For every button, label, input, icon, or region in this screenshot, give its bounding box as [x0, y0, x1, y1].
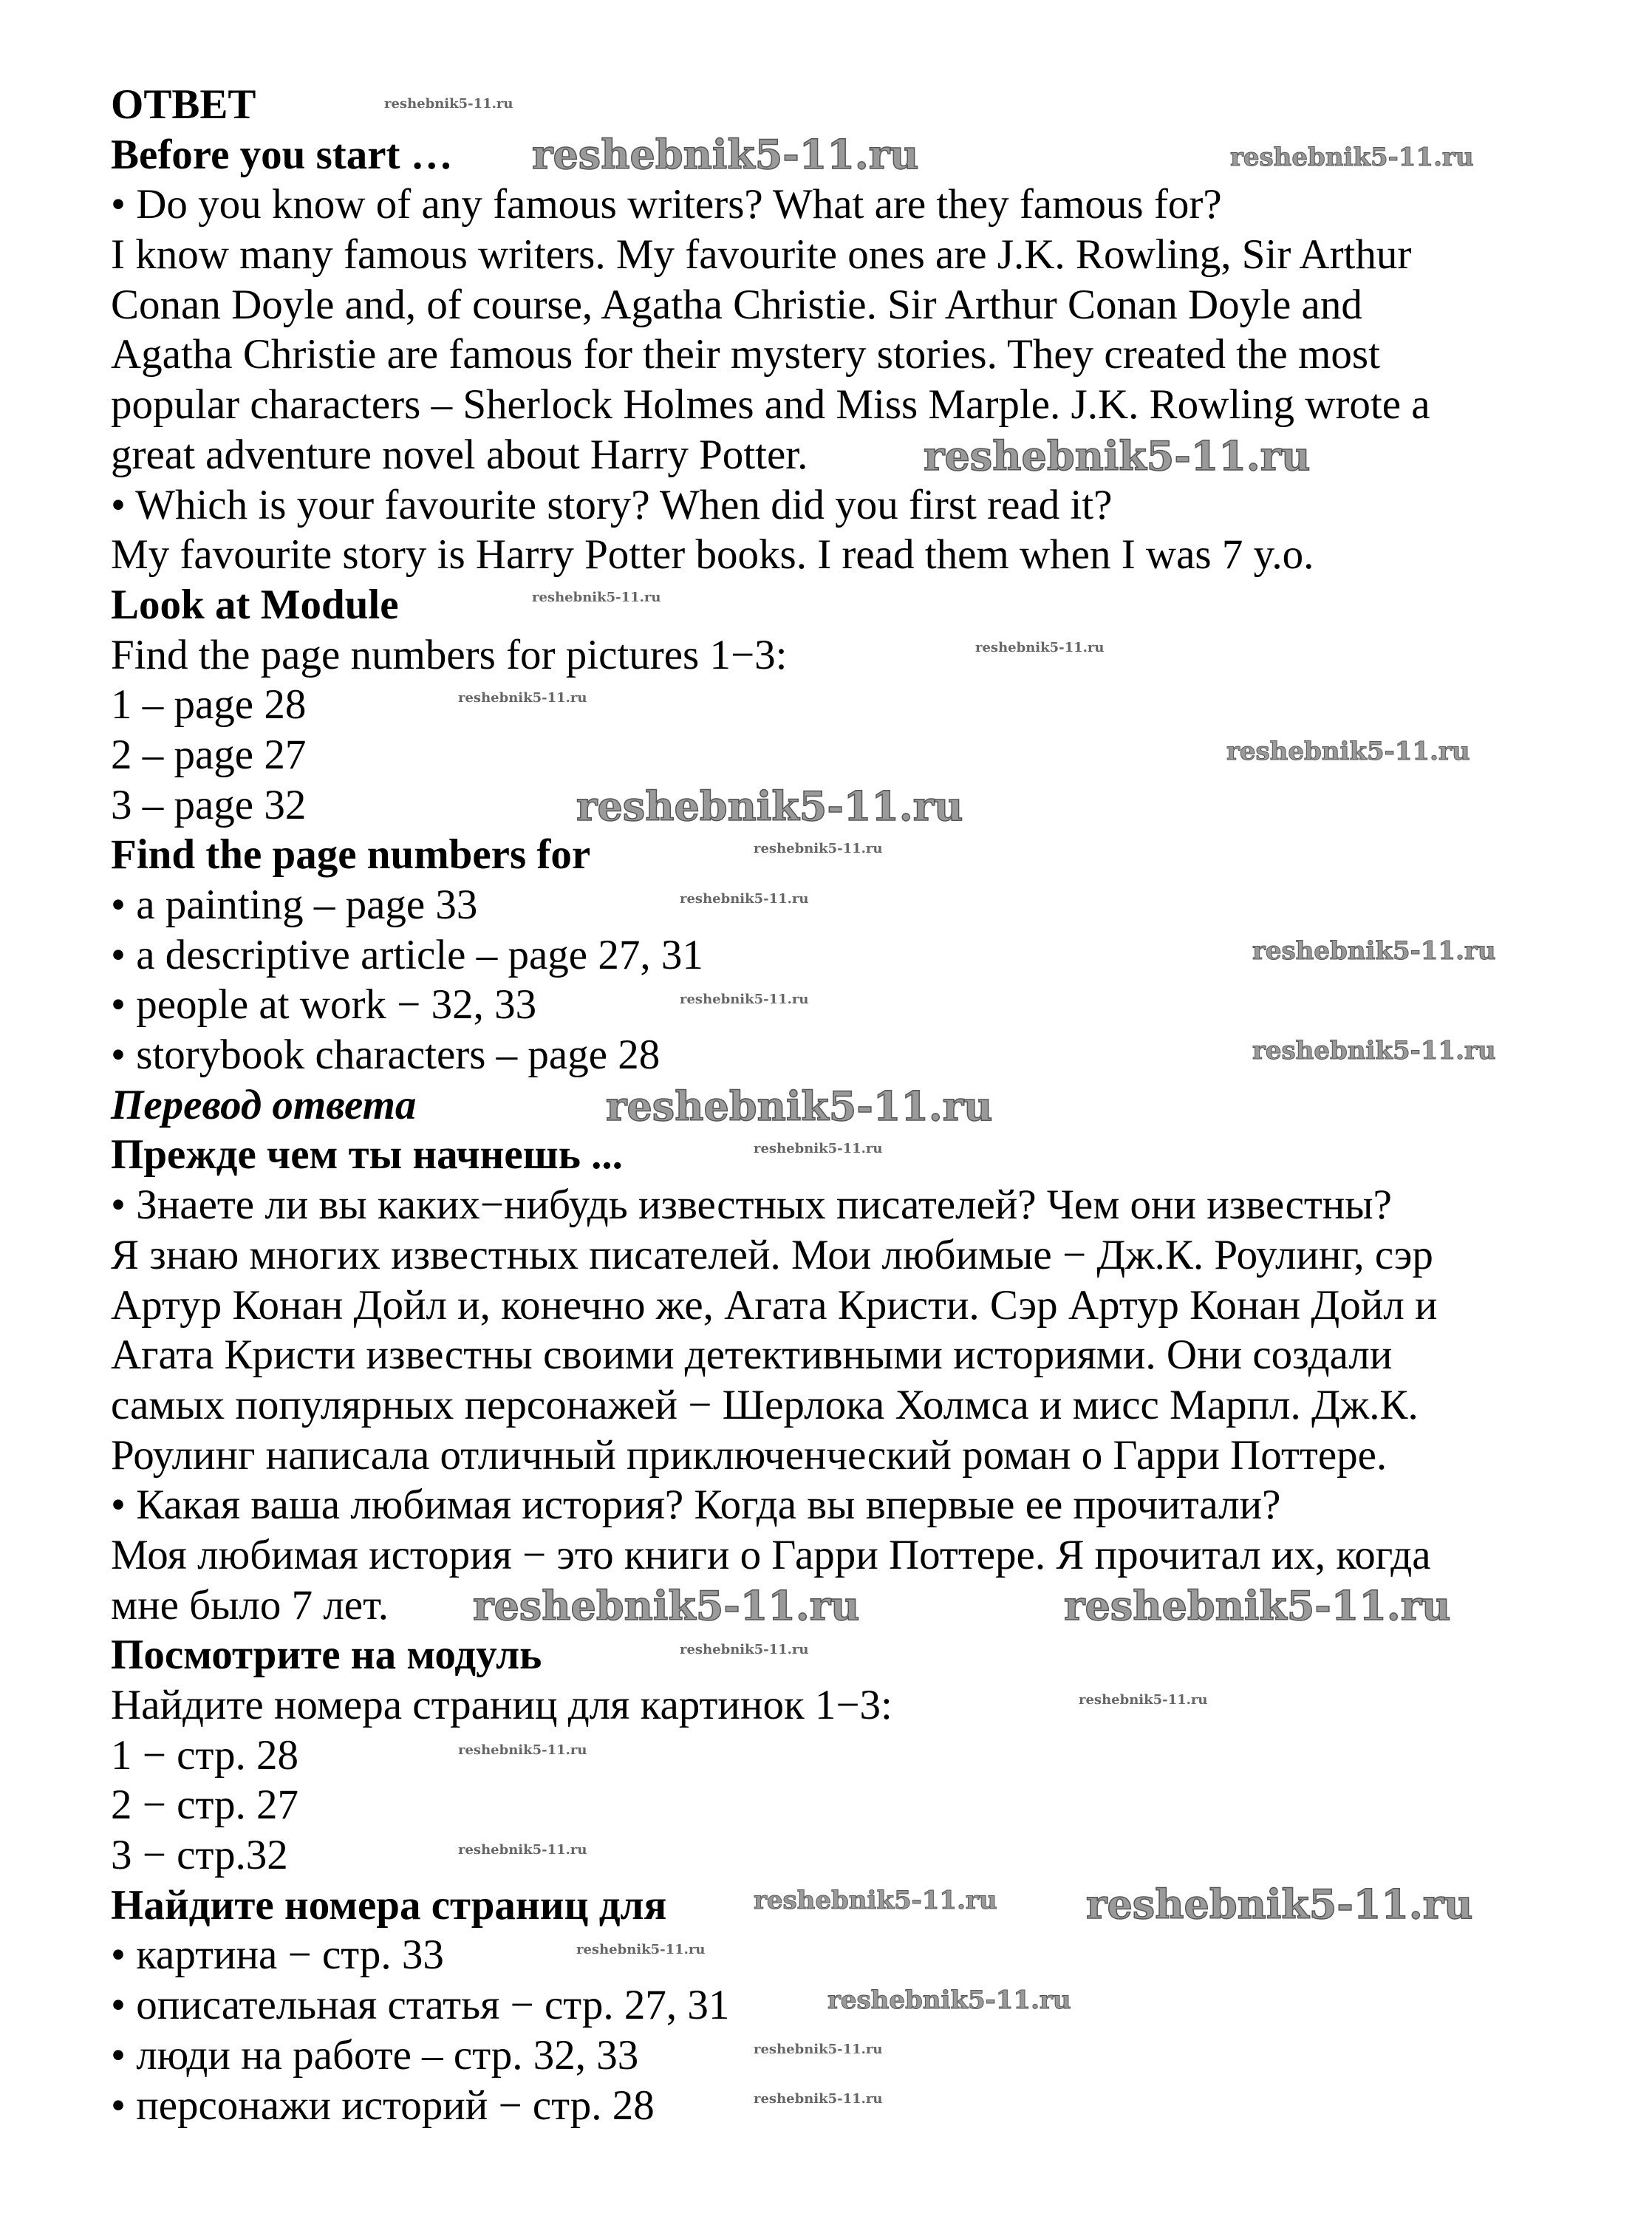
line-text: • Знаете ли вы каких−нибудь известных писателей? Чем они известны? — [111, 1182, 1392, 1229]
line-text: Agatha Christie are famous for their mystery stories. They created the most — [111, 331, 1380, 378]
watermark: reshebnik5-11.ru — [827, 1985, 1071, 2015]
text-line — [111, 230, 1588, 280]
line-text: 1 – page 28 — [111, 681, 307, 729]
line-text: 3 – page 32 — [111, 781, 307, 828]
line-text: Прежде чем ты начнешь ... — [111, 1131, 623, 1179]
line-text: Агата Кристи известны своими детективными историями. Они создали — [111, 1332, 1393, 1379]
line-text: • storybook characters – page 28 — [111, 1032, 661, 1079]
watermark: reshebnik5-11.ru — [1230, 143, 1474, 172]
text-line — [111, 530, 1588, 580]
watermark: reshebnik5-11.ru — [1079, 1692, 1208, 1708]
line-text: • a descriptive article – page 27, 31 — [111, 931, 703, 978]
section-heading — [111, 580, 1588, 630]
section-heading — [111, 1630, 1588, 1680]
text-line — [111, 880, 1588, 930]
line-text: 1 − стр. 28 — [111, 1731, 299, 1779]
text-line — [111, 1930, 1588, 1980]
section-heading — [111, 830, 1588, 880]
line-text: • Какая ваша любимая история? Когда вы впервые ее прочитали? — [111, 1482, 1281, 1529]
watermark: reshebnik5-11.ru — [754, 1886, 997, 1915]
text-line — [111, 1680, 1588, 1731]
watermark: reshebnik5-11.ru — [680, 891, 809, 907]
watermark: reshebnik5-11.ru — [924, 432, 1311, 480]
watermark: reshebnik5-11.ru — [458, 1842, 587, 1858]
line-text: 2 – page 27 — [111, 731, 307, 778]
watermark: reshebnik5-11.ru — [680, 1642, 809, 1657]
watermark: reshebnik5-11.ru — [384, 96, 513, 112]
line-text: ОТВЕТ — [111, 81, 256, 128]
line-text: • картина − стр. 33 — [111, 1932, 444, 1979]
watermark: reshebnik5-11.ru — [458, 1742, 587, 1758]
watermark: reshebnik5-11.ru — [576, 783, 963, 830]
text-line — [111, 1380, 1588, 1431]
watermark: reshebnik5-11.ru — [473, 1582, 860, 1629]
line-text: Я знаю многих известных писателей. Мои любимые − Дж.К. Роулинг, сэр — [111, 1231, 1433, 1278]
section-heading — [111, 1130, 1588, 1180]
line-text: Посмотрите на модуль — [111, 1632, 542, 1679]
line-text: great adventure novel about Harry Potter. — [111, 431, 808, 478]
watermark: reshebnik5-11.ru — [754, 841, 883, 856]
line-text: самых популярных персонажей − Шерлока Холмса и мисс Марпл. Дж.К. — [111, 1381, 1419, 1428]
document-body — [111, 80, 1588, 2130]
text-line — [111, 730, 1588, 780]
text-line — [111, 930, 1588, 981]
section-heading — [111, 1080, 1588, 1131]
text-line — [111, 1281, 1588, 1331]
text-line — [111, 1780, 1588, 1830]
text-line — [111, 1480, 1588, 1530]
section-heading — [111, 130, 1588, 180]
text-line — [111, 1581, 1588, 1631]
line-text: 2 − стр. 27 — [111, 1782, 299, 1829]
watermark: reshebnik5-11.ru — [532, 590, 661, 605]
text-line — [111, 180, 1588, 230]
line-text: Find the page numbers for — [111, 831, 591, 879]
line-text: Before you start … — [111, 131, 453, 178]
text-line — [111, 1431, 1588, 1481]
line-text: • people at work − 32, 33 — [111, 981, 537, 1029]
text-line — [111, 330, 1588, 380]
line-text: My favourite story is Harry Potter books. I read them when I was 7 y.o. — [111, 531, 1314, 579]
text-line — [111, 780, 1588, 831]
watermark: reshebnik5-11.ru — [1086, 1881, 1473, 1928]
line-text: 3 − стр.32 — [111, 1832, 288, 1879]
watermark: reshebnik5-11.ru — [576, 1942, 706, 1957]
text-line — [111, 280, 1588, 330]
text-line — [111, 430, 1588, 480]
line-text: Моя любимая история − это книги о Гарри Поттере. Я прочитал их, когда — [111, 1531, 1431, 1578]
watermark: reshebnik5-11.ru — [975, 640, 1105, 655]
text-line — [111, 1980, 1588, 2031]
text-line — [111, 680, 1588, 730]
line-text: • описательная статья − стр. 27, 31 — [111, 1982, 730, 2029]
section-heading — [111, 1881, 1588, 1931]
line-text: Look at Module — [111, 581, 399, 628]
watermark: reshebnik5-11.ru — [1252, 936, 1496, 966]
watermark: reshebnik5-11.ru — [754, 2091, 883, 2107]
line-text: Найдите номера страниц для картинок 1−3: — [111, 1682, 892, 1728]
text-line — [111, 1330, 1588, 1380]
text-line — [111, 1530, 1588, 1581]
watermark: reshebnik5-11.ru — [458, 690, 587, 706]
watermark: reshebnik5-11.ru — [1064, 1582, 1451, 1629]
text-line — [111, 980, 1588, 1030]
line-text: • Do you know of any famous writers? What are they famous for? — [111, 181, 1222, 228]
watermark: reshebnik5-11.ru — [754, 1141, 883, 1156]
section-heading — [111, 80, 1588, 130]
watermark: reshebnik5-11.ru — [606, 1083, 993, 1130]
line-text: Роулинг написала отличный приключенческий роман о Гарри Поттере. — [111, 1431, 1388, 1479]
text-line — [111, 2031, 1588, 2081]
watermark: reshebnik5-11.ru — [532, 131, 919, 178]
line-text: Conan Doyle and, of course, Agatha Christie. Sir Arthur Conan Doyle and — [111, 281, 1362, 328]
line-text: Перевод ответа — [111, 1081, 417, 1128]
text-line — [111, 1030, 1588, 1080]
text-line — [111, 380, 1588, 430]
text-line — [111, 2081, 1588, 2131]
line-text: • персонажи историй − стр. 28 — [111, 2082, 655, 2129]
line-text: I know many famous writers. My favourite ones are J.K. Rowling, Sir Arthur — [111, 231, 1412, 279]
text-line — [111, 1230, 1588, 1281]
line-text: Артур Конан Дойл и, конечно же, Агата Кристи. Сэр Артур Конан Дойл и — [111, 1281, 1438, 1329]
watermark: reshebnik5-11.ru — [1226, 737, 1470, 766]
line-text: Find the page numbers for pictures 1−3: — [111, 631, 788, 678]
watermark: reshebnik5-11.ru — [680, 992, 809, 1007]
text-line — [111, 1731, 1588, 1781]
text-line — [111, 1830, 1588, 1881]
text-line — [111, 630, 1588, 681]
text-line — [111, 480, 1588, 531]
watermark: reshebnik5-11.ru — [1252, 1036, 1496, 1066]
line-text: popular characters – Sherlock Holmes and Miss Marple. J.K. Rowling wrote a — [111, 381, 1430, 429]
line-text: Найдите номера страниц для — [111, 1881, 667, 1929]
line-text: • Which is your favourite story? When did you first read it? — [111, 481, 1113, 528]
line-text: мне было 7 лет. — [111, 1581, 389, 1629]
line-text: • люди на работе – стр. 32, 33 — [111, 2031, 639, 2079]
line-text: • a painting – page 33 — [111, 882, 478, 928]
text-line — [111, 1180, 1588, 1230]
watermark: reshebnik5-11.ru — [754, 2042, 883, 2057]
